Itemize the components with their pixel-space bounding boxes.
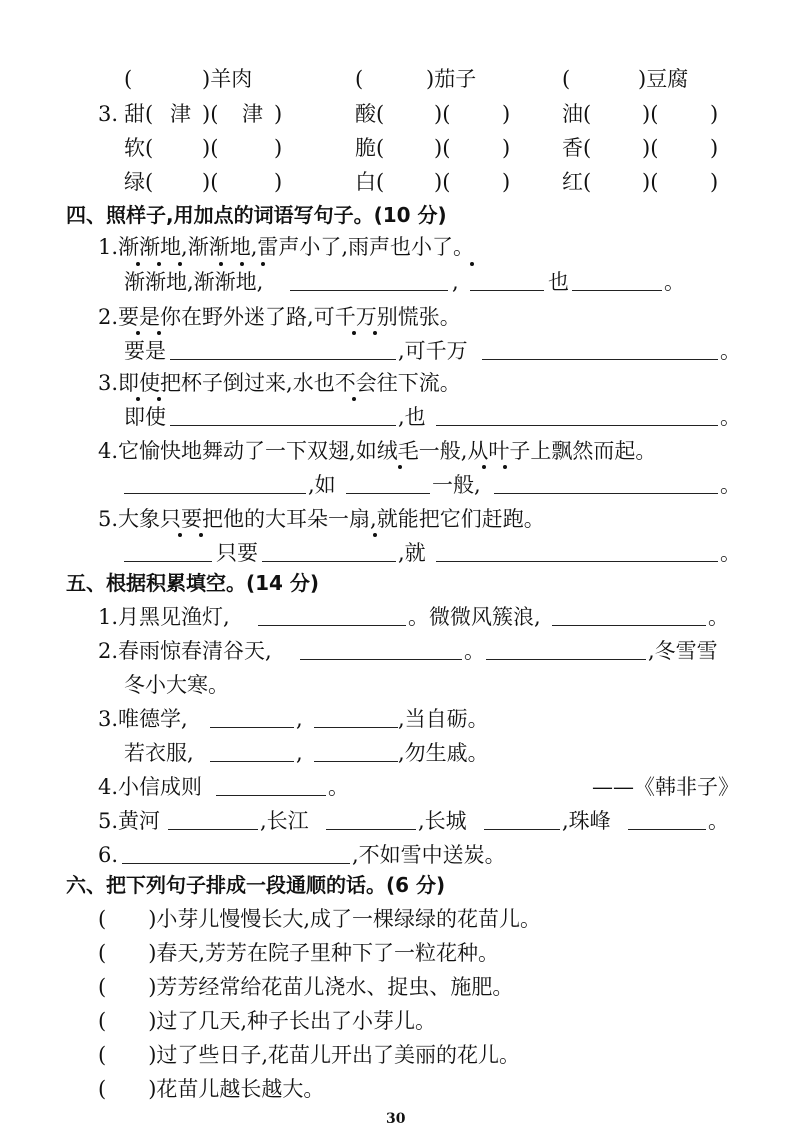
answer-blank[interactable] bbox=[170, 359, 396, 360]
paren-pair: )( bbox=[642, 170, 659, 194]
emphasis-dot bbox=[373, 533, 377, 537]
emphasis-dot bbox=[503, 465, 507, 469]
sentence-prompt: 一般, bbox=[432, 473, 481, 497]
paren-close: ) bbox=[274, 170, 283, 194]
fill-text: ,长城 bbox=[418, 809, 467, 833]
paren-close: ) bbox=[502, 102, 511, 126]
section-title: 六、把下列句子排成一段通顺的话。(6 分) bbox=[66, 873, 446, 897]
emphasis-dot bbox=[261, 262, 265, 266]
answer-blank[interactable] bbox=[122, 863, 350, 864]
sentence-prompt: 。 bbox=[720, 339, 741, 363]
fill-text: 。微微风簇浪, bbox=[408, 605, 541, 629]
answer-jin: 津 bbox=[242, 102, 263, 126]
emphasis-dot bbox=[199, 533, 203, 537]
fill-text: 。 bbox=[708, 605, 729, 629]
example-sentence: 1.渐渐地,渐渐地,雷声小了,雨声也小了。 bbox=[98, 235, 475, 259]
example-sentence: 5.大象只要把他的大耳朵一扇,就能把它们赶跑。 bbox=[98, 507, 545, 531]
answer-blank[interactable] bbox=[482, 359, 718, 360]
word-bai: 白( bbox=[355, 170, 385, 194]
sentence-prompt: ,也 bbox=[398, 405, 426, 429]
emphasis-dot bbox=[373, 331, 377, 335]
paren-open: ( bbox=[355, 67, 364, 91]
fill-text: 。 bbox=[708, 809, 729, 833]
word-doufu: )豆腐 bbox=[638, 67, 689, 91]
answer-blank[interactable] bbox=[300, 659, 462, 660]
paren-pair: )( bbox=[202, 170, 219, 194]
sentence-prompt: 只要 bbox=[216, 541, 258, 565]
word-lv: 绿( bbox=[124, 170, 154, 194]
sentence-prompt: 。 bbox=[720, 473, 741, 497]
answer-blank[interactable] bbox=[494, 493, 718, 494]
word-xiang: 香( bbox=[562, 136, 592, 160]
paren-close: ) bbox=[274, 136, 283, 160]
fill-text: 5.黄河 bbox=[98, 809, 161, 833]
example-sentence: 2.要是你在野外迷了路,可千万别慌张。 bbox=[98, 305, 461, 329]
fill-text: 4.小信成则 bbox=[98, 775, 203, 799]
item-number: 3. bbox=[98, 102, 119, 126]
sentence-prompt: ,就 bbox=[398, 541, 426, 565]
fill-text: ,珠峰 bbox=[562, 809, 611, 833]
answer-blank[interactable] bbox=[210, 761, 294, 762]
answer-blank[interactable] bbox=[262, 561, 396, 562]
paren-pair: )( bbox=[434, 136, 451, 160]
paren-pair: )( bbox=[434, 170, 451, 194]
example-sentence: 4.它愉快地舞动了一下双翅,如绒毛一般,从叶子上飘然而起。 bbox=[98, 439, 657, 463]
emphasis-dot bbox=[482, 465, 486, 469]
paren-close: ) bbox=[502, 170, 511, 194]
fill-text: ,当自砺。 bbox=[398, 707, 489, 731]
example-sentence: 3.即使把杯子倒过来,水也不会往下流。 bbox=[98, 371, 461, 395]
answer-blank[interactable] bbox=[170, 425, 396, 426]
paren-open: ( bbox=[124, 67, 133, 91]
emphasis-dot bbox=[136, 331, 140, 335]
sentence-prompt: , bbox=[452, 270, 459, 294]
emphasis-dot bbox=[240, 262, 244, 266]
word-hong: 红( bbox=[562, 170, 592, 194]
sentence-prompt: 要是 bbox=[124, 339, 166, 363]
order-item[interactable]: ( )花苗儿越长越大。 bbox=[98, 1077, 325, 1101]
sentence-prompt: 渐渐地,渐渐地, bbox=[124, 270, 264, 294]
answer-blank[interactable] bbox=[326, 829, 416, 830]
emphasis-dot bbox=[136, 262, 140, 266]
section-title: 五、根据积累填空。(14 分) bbox=[66, 571, 320, 595]
sentence-prompt: ,如 bbox=[308, 473, 336, 497]
paren-pair: )( bbox=[642, 136, 659, 160]
fill-text: ,不如雪中送炭。 bbox=[352, 843, 506, 867]
sentence-prompt: 也 bbox=[548, 270, 569, 294]
paren-close: ) bbox=[274, 102, 283, 126]
answer-blank[interactable] bbox=[210, 727, 294, 728]
emphasis-dot bbox=[352, 397, 356, 401]
answer-blank[interactable] bbox=[436, 561, 718, 562]
order-item[interactable]: ( )春天,芳芳在院子里种下了一粒花种。 bbox=[98, 941, 500, 965]
paren-pair: )( bbox=[434, 102, 451, 126]
order-item[interactable]: ( )芳芳经常给花苗儿浇水、捉虫、施肥。 bbox=[98, 975, 514, 999]
emphasis-dot bbox=[352, 331, 356, 335]
order-item[interactable]: ( )过了些日子,花苗儿开出了美丽的花儿。 bbox=[98, 1043, 521, 1067]
sentence-prompt: 。 bbox=[720, 405, 741, 429]
emphasis-dot bbox=[157, 262, 161, 266]
answer-blank[interactable] bbox=[168, 829, 258, 830]
answer-blank[interactable] bbox=[552, 625, 706, 626]
sentence-prompt: 即使 bbox=[124, 405, 166, 429]
page-number: 30 bbox=[386, 1111, 406, 1127]
fill-text: 。 bbox=[464, 639, 485, 663]
answer-blank[interactable] bbox=[258, 625, 406, 626]
fill-text: 若衣服, bbox=[124, 741, 194, 765]
fill-text: 冬小大寒。 bbox=[124, 673, 229, 697]
answer-blank[interactable] bbox=[124, 493, 306, 494]
answer-blank[interactable] bbox=[436, 425, 718, 426]
fill-text: 3.唯德学, bbox=[98, 707, 188, 731]
answer-jin: 津 bbox=[170, 102, 191, 126]
paren-open: ( bbox=[562, 67, 571, 91]
answer-blank[interactable] bbox=[470, 290, 544, 291]
emphasis-dot bbox=[178, 262, 182, 266]
answer-blank[interactable] bbox=[216, 795, 326, 796]
paren-close: ) bbox=[710, 102, 719, 126]
emphasis-dot bbox=[136, 397, 140, 401]
order-item[interactable]: ( )小芽儿慢慢长大,成了一棵绿绿的花苗儿。 bbox=[98, 907, 542, 931]
emphasis-dot bbox=[398, 465, 402, 469]
fill-text: , bbox=[296, 741, 303, 765]
emphasis-dot bbox=[219, 262, 223, 266]
paren-pair: )( bbox=[642, 102, 659, 126]
answer-blank[interactable] bbox=[314, 761, 398, 762]
emphasis-dot bbox=[157, 397, 161, 401]
emphasis-dot bbox=[470, 262, 474, 266]
fill-text: 2.春雨惊春清谷天, bbox=[98, 639, 272, 663]
emphasis-dot bbox=[178, 533, 182, 537]
answer-blank[interactable] bbox=[290, 290, 448, 291]
answer-blank[interactable] bbox=[484, 829, 560, 830]
fill-text: ,冬雪雪 bbox=[648, 639, 718, 663]
section-title: 四、照样子,用加点的词语写句子。(10 分) bbox=[66, 203, 447, 227]
quote-source: ——《韩非子》 bbox=[592, 775, 739, 799]
answer-blank[interactable] bbox=[486, 659, 646, 660]
sentence-prompt: ,可千万 bbox=[398, 339, 468, 363]
word-ruan: 软( bbox=[124, 136, 154, 160]
paren-close: ) bbox=[710, 136, 719, 160]
paren-pair: )( bbox=[202, 102, 219, 126]
sentence-prompt: 。 bbox=[664, 270, 685, 294]
word-yangrou: )羊肉 bbox=[202, 67, 253, 91]
paren-pair: )( bbox=[202, 136, 219, 160]
emphasis-dot bbox=[157, 331, 161, 335]
answer-blank[interactable] bbox=[572, 290, 662, 291]
paren-close: ) bbox=[710, 170, 719, 194]
word-you: 油( bbox=[562, 102, 592, 126]
answer-blank[interactable] bbox=[628, 829, 706, 830]
fill-text: ,长江 bbox=[260, 809, 309, 833]
fill-text: 。 bbox=[328, 775, 349, 799]
answer-blank[interactable] bbox=[124, 561, 212, 562]
fill-text: 6. bbox=[98, 843, 119, 867]
paren-close: ) bbox=[502, 136, 511, 160]
answer-blank[interactable] bbox=[346, 493, 430, 494]
fill-text: 1.月黑见渔灯, bbox=[98, 605, 230, 629]
word-qiezi: )茄子 bbox=[426, 67, 477, 91]
fill-text: ,勿生戚。 bbox=[398, 741, 489, 765]
word-cui: 脆( bbox=[355, 136, 385, 160]
answer-blank[interactable] bbox=[314, 727, 398, 728]
word-tian: 甜( bbox=[124, 102, 154, 126]
fill-text: , bbox=[296, 707, 303, 731]
sentence-prompt: 。 bbox=[720, 541, 741, 565]
order-item[interactable]: ( )过了几天,种子长出了小芽儿。 bbox=[98, 1009, 437, 1033]
word-suan: 酸( bbox=[355, 102, 385, 126]
